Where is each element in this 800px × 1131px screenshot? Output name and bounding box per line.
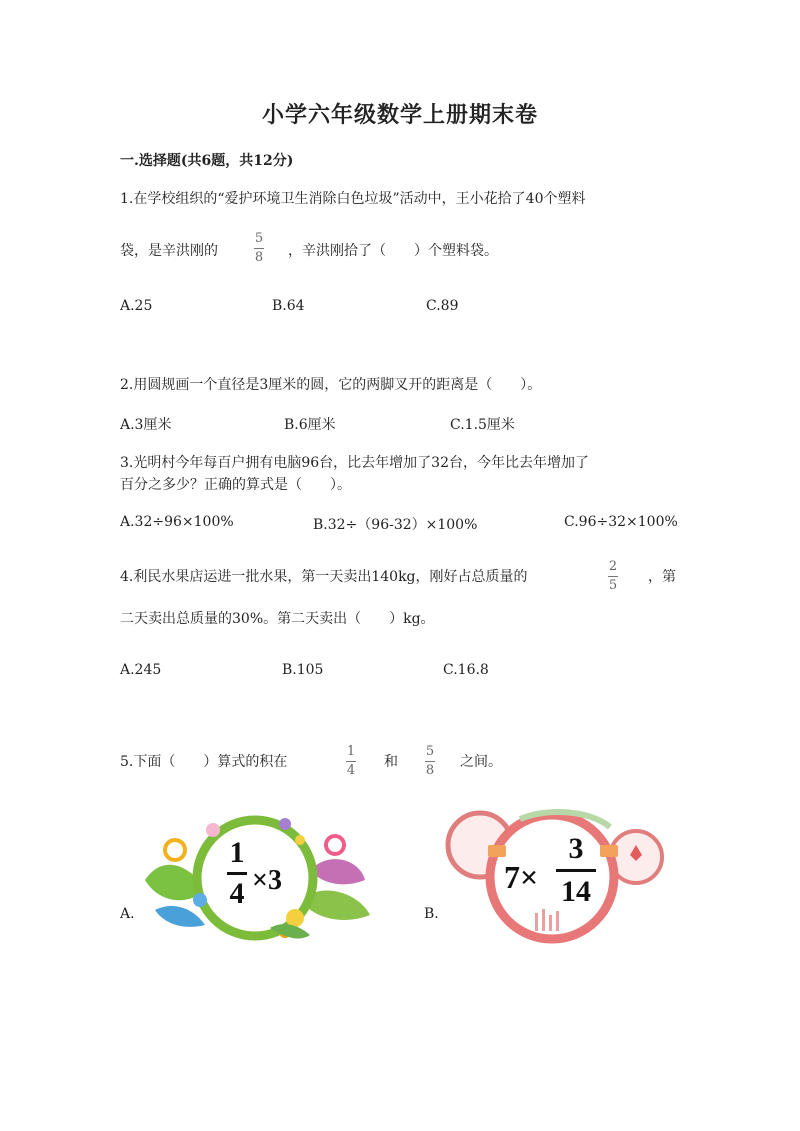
question-3-option-c[interactable]: C.96÷32×100% <box>564 514 678 530</box>
question-4-option-b[interactable]: B.105 <box>282 662 324 678</box>
question-1-option-a[interactable]: A.25 <box>120 298 153 314</box>
question-2-option-b[interactable]: B.6厘米 <box>284 417 336 433</box>
question-1-line2b: ，辛洪刚拾了（ ）个塑料袋。 <box>288 243 498 259</box>
question-2-option-a[interactable]: A.3厘米 <box>120 417 172 433</box>
question-5-option-a-image[interactable] <box>135 810 375 950</box>
question-2-option-c[interactable]: C.1.5厘米 <box>450 417 515 433</box>
question-1-line1: 1.在学校组织的“爱护环境卫生消除白色垃圾”活动中，王小花拾了40个塑料 <box>120 191 586 207</box>
option-a-fraction: 1 4 <box>227 838 247 909</box>
option-b-fraction: 3 14 <box>556 833 596 908</box>
page-title: 小学六年级数学上册期末卷 <box>261 102 538 128</box>
question-3-line1: 3.光明村今年每百户拥有电脑96台，比去年增加了32台，今年比去年增加了 <box>120 455 589 471</box>
question-4-option-a[interactable]: A.245 <box>120 662 162 678</box>
section-heading: 一.选择题(共6题，共12分) <box>120 153 294 169</box>
question-2-line1: 2.用圆规画一个直径是3厘米的圆，它的两脚叉开的距离是（ ）。 <box>120 377 542 393</box>
question-5-text-a: 5.下面（ ）算式的积在 <box>120 754 288 770</box>
question-1-option-b[interactable]: B.64 <box>272 298 305 314</box>
question-5-option-b-label[interactable]: B. <box>424 906 439 922</box>
question-4-line1a: 4.利民水果店运进一批水果，第一天卖出140kg，刚好占总质量的 <box>120 569 528 585</box>
question-5-option-b-image[interactable] <box>440 805 670 950</box>
question-1-option-c[interactable]: C.89 <box>426 298 459 314</box>
question-5-option-a-label[interactable]: A. <box>120 906 135 922</box>
question-4-option-c[interactable]: C.16.8 <box>443 662 489 678</box>
question-4-fraction: 2 5 <box>608 559 618 593</box>
option-b-lead: 7× <box>504 859 539 895</box>
question-3-option-b[interactable]: B.32÷（96-32）×100% <box>313 517 478 533</box>
question-5-text-b: 和 <box>384 754 398 770</box>
question-4-line1b: ，第 <box>648 569 676 585</box>
question-5-fraction-2: 5 8 <box>425 744 435 778</box>
option-a-multiplier: ×3 <box>252 865 282 896</box>
question-5-text-c: 之间。 <box>460 754 502 770</box>
pink-ring-icon <box>440 805 670 950</box>
question-1-fraction: 5 8 <box>254 231 264 265</box>
question-3-line2: 百分之多少？正确的算式是（ ）。 <box>120 477 351 493</box>
question-3-option-a[interactable]: A.32÷96×100% <box>120 514 234 530</box>
question-1-line2a: 袋，是辛洪刚的 <box>120 243 218 259</box>
question-5-fraction-1: 1 4 <box>346 744 356 778</box>
question-4-line2: 二天卖出总质量的30%。第二天卖出（ ）kg。 <box>120 611 435 627</box>
